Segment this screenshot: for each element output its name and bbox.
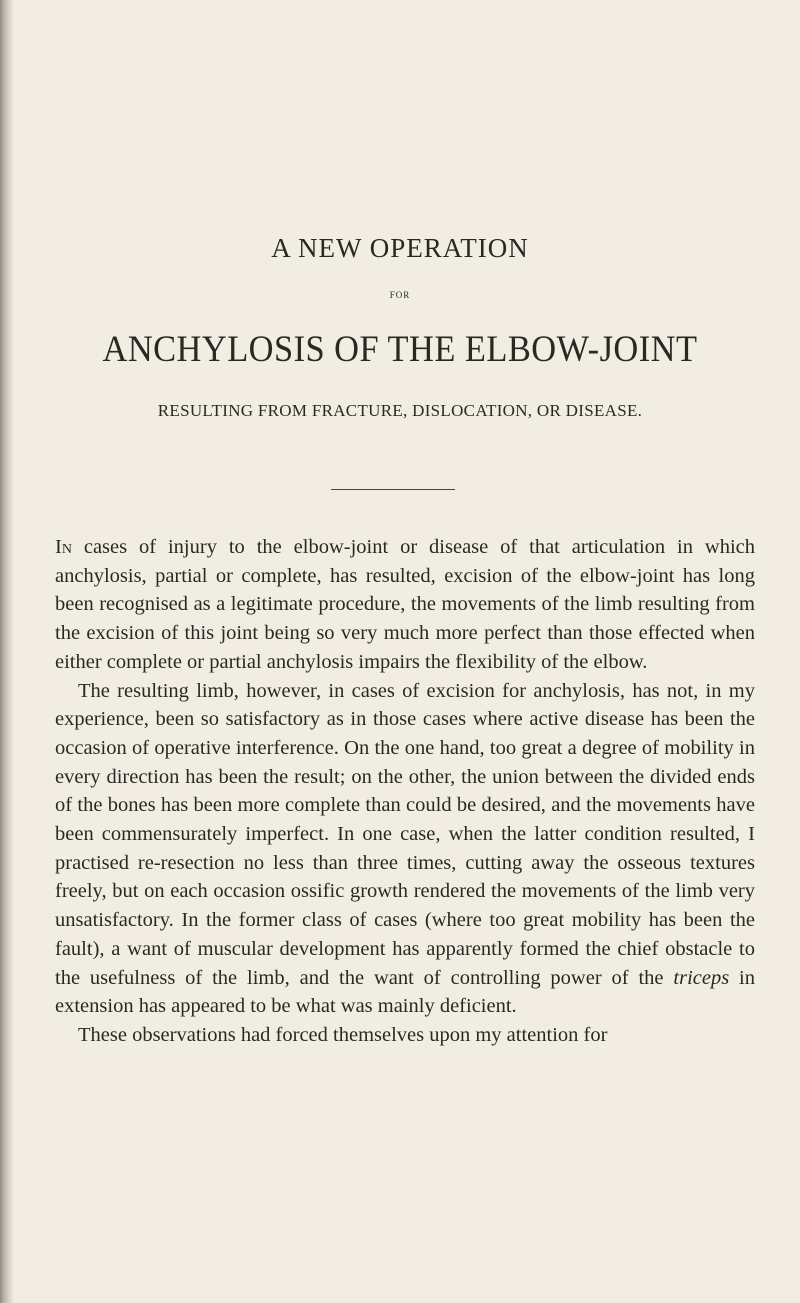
paragraph-2-end: in extension has appeared to be what was mainly deficient. <box>55 966 755 1018</box>
paragraph-1 <box>55 533 755 677</box>
title-heading: A NEW OPERATION <box>271 233 529 263</box>
title-subtitle: RESULTING FROM FRACTURE, DISLOCATION, OR DISEASE. <box>157 401 643 420</box>
paragraph-3-text: These observations had forced themselves upon my attention for <box>78 1023 608 1046</box>
paragraph-2-italic: triceps <box>673 966 730 989</box>
title-subject: ANCHYLOSIS OF THE ELBOW-JOINT <box>102 329 698 370</box>
paragraph-1-text: cases of injury to the elbow-joint or disease of that articulation in which anchylosis, partial or complete, has resulted, excision of the elbow-joint has long been recognised as a legitimate procedure, the movements of the limb resulting from the excision of this joint being so very much more perfect than those effected when either complete or partial anchylosis impairs the flexibility of the elbow. <box>55 536 755 673</box>
title-connector: FOR <box>389 290 411 300</box>
paragraph-1-lead: In <box>55 536 72 558</box>
paragraph-2 <box>55 677 755 1021</box>
paragraph-3 <box>55 1021 755 1050</box>
body-text <box>55 533 755 1050</box>
section-divider <box>331 489 455 490</box>
paragraph-2-text: The resulting limb, however, in cases of excision for anchylosis, has not, in my experience, been so satisfactory as in those cases where active disease has been the occasion of operative interference. On the one hand, too great a degree of mobility in every direction has been the result; on the other, the union between the divided ends of the bones has been more complete than could be desired, and the movements have been commensurately imperfect. In one case, when the latter condition resulted, I practised re-resection no less than three times, cutting away the osseous textures freely, but on each occasion ossific growth rendered the movements of the limb very unsatisfactory. In the former class of cases (where too great mobility has been the fault), a want of muscular development has apparently formed the chief obstacle to the usefulness of the limb, and the want of controlling power of the <box>55 679 755 989</box>
